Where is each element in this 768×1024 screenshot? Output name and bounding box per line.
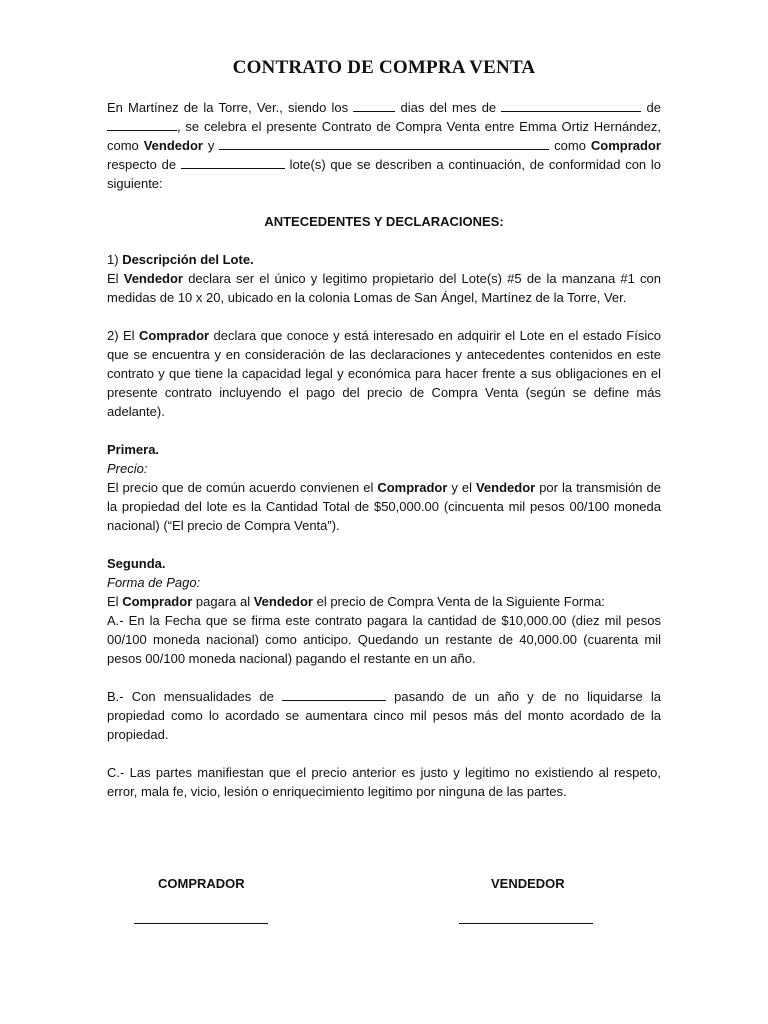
section-2-text: declara que conoce y está interesado en adquirir el Lote en el estado Físico que se encuentra y en consideración de las declaraciones y antecedentes contenidos en este contrato y que tiene la capacidad legal y económica para hacer frente a sus obligaciones en el presente contrato incluyendo el pago del precio de Compra Venta (según se define más adelante). <box>107 328 661 419</box>
intro-paragraph <box>107 98 661 193</box>
comprador-term: Comprador <box>139 328 210 343</box>
primera-paragraph <box>107 478 661 535</box>
intro-text: dias del mes de <box>400 100 497 115</box>
intro-text: de <box>646 100 661 115</box>
primera-text: por la transmisión de la propiedad del lote es la Cantidad Total de $50,000.00 (cincuenta mil pesos 00/100 moneda nacional) (“El precio de Compra Venta”). <box>107 480 661 533</box>
comprador-term: Comprador <box>377 480 448 495</box>
lots-blank <box>181 155 285 169</box>
primera-title: Primera. <box>107 442 160 457</box>
primera-heading <box>107 440 661 459</box>
primera-subheading: Precio: <box>107 461 148 476</box>
section-1-paragraph <box>107 269 661 307</box>
vendedor-term: Vendedor <box>123 271 183 286</box>
segunda-text: El <box>107 594 119 609</box>
segunda-paragraph <box>107 592 661 611</box>
section-1-heading <box>107 250 661 269</box>
segunda-subheading: Forma de Pago: <box>107 575 201 590</box>
intro-text: lote(s) que se describen a continuación, de conformidad con lo siguiente: <box>107 157 662 191</box>
comprador-term: Comprador <box>122 594 193 609</box>
segunda-text: el precio de Compra Venta de la Siguiente Forma: <box>316 594 605 609</box>
comprador-name-blank <box>219 136 549 150</box>
section-1-text: declara ser el único y legitimo propietario del Lote(s) #5 de la manzana #1 con medidas de 10 x 20, ubicado en la colonia Lomas de San Ángel, Martínez de la Torre, Ver. <box>107 271 661 305</box>
clause-b-text: pasando de un año y de no liquidarse la propiedad como lo acordado se aumentara cinco mil pesos más del monto acordado de la propiedad. <box>107 689 661 742</box>
section-1-text: El <box>107 271 119 286</box>
signature-block <box>0 876 768 936</box>
year-blank <box>107 117 177 131</box>
clause-b <box>107 687 661 744</box>
day-blank <box>353 98 395 112</box>
intro-text: En Martínez de la Torre, Ver., siendo los <box>107 100 349 115</box>
section-1-number: 1) <box>107 252 119 267</box>
intro-text: y <box>207 138 215 153</box>
intro-text: como <box>554 138 586 153</box>
comprador-signature-line <box>134 922 268 924</box>
month-blank <box>501 98 641 112</box>
comprador-signature-label: COMPRADOR <box>158 876 245 891</box>
clause-c: C.- Las partes manifiestan que el precio anterior es justo y legitimo no existiendo al respeto, error, mala fe, vicio, lesión o enriquecimiento legitimo por ninguna de las partes. <box>107 765 661 799</box>
primera-text: y el <box>451 480 472 495</box>
section-1-title: Descripción del Lote. <box>122 252 254 267</box>
vendedor-term: Vendedor <box>253 594 313 609</box>
clause-b-text: B.- Con mensualidades de <box>107 689 274 704</box>
vendedor-signature-label: VENDEDOR <box>491 876 565 891</box>
primera-text: El precio que de común acuerdo convienen el <box>107 480 374 495</box>
section-2-paragraph <box>107 326 661 421</box>
section-2-text: 2) El <box>107 328 135 343</box>
contract-body <box>107 98 661 801</box>
intro-text: , se celebra el presente Contrato de Compra Venta entre Emma Ortiz Hernández, como <box>107 119 661 153</box>
vendedor-signature-line <box>459 922 593 924</box>
vendedor-term: Vendedor <box>475 480 536 495</box>
intro-text: respecto de <box>107 157 177 172</box>
document-title: CONTRATO DE COMPRA VENTA <box>232 57 536 78</box>
comprador-term: Comprador <box>590 138 661 153</box>
segunda-title: Segunda. <box>107 556 166 571</box>
segunda-text: pagara al <box>195 594 251 609</box>
clause-a: A.- En la Fecha que se firma este contrato pagara la cantidad de $10,000.00 (diez mil pesos 00/100 moneda nacional) como anticipo. Quedando un restante de 40,000.00 (cuarenta mil pesos 00/100 moneda nacional) pagando el restante en un año. <box>107 613 661 666</box>
installments-blank <box>282 687 386 701</box>
antecedentes-heading: ANTECEDENTES Y DECLARACIONES: <box>264 214 504 229</box>
vendedor-term: Vendedor <box>143 138 203 153</box>
segunda-heading <box>107 554 661 573</box>
